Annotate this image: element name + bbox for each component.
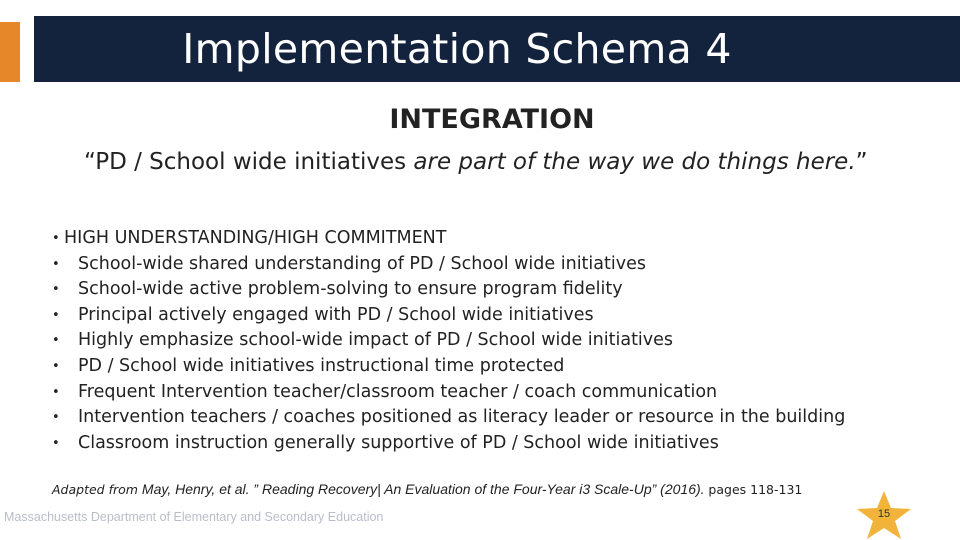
bullet-text: School-wide active problem-solving to ensure program fidelity: [78, 279, 623, 300]
bullet-icon: •: [52, 358, 60, 374]
slide-title: Implementation Schema 4: [182, 25, 732, 73]
citation-lead: Adapted from: [52, 482, 142, 497]
citation-reference: May, Henry, et al. ” Reading Recovery| An Evaluation of the Four-Year i3 Scale-Up” (2016).: [141, 481, 709, 497]
bullet-item: [52, 226, 845, 252]
bullet-icon: •: [52, 435, 60, 451]
bullet-icon: •: [52, 231, 60, 246]
quote-open: “PD / School wide initiatives: [84, 149, 414, 175]
citation-pages: pages 118-131: [708, 482, 803, 497]
quote-close: ”: [855, 149, 868, 175]
accent-bar: [0, 22, 20, 82]
bullet-icon: •: [52, 256, 60, 272]
bullet-list: [52, 226, 845, 456]
bullet-text: School-wide shared understanding of PD / School wide initiatives: [78, 253, 646, 274]
bullet-text: Frequent Intervention teacher/classroom teacher / coach communication: [78, 381, 718, 402]
bullet-item: [52, 354, 845, 380]
bullet-text: Intervention teachers / coaches positioned as literacy leader or resource in the building: [78, 407, 846, 428]
footer-organization: Massachusetts Department of Elementary and Secondary Education: [4, 510, 384, 524]
title-banner: [34, 16, 960, 82]
bullet-icon: •: [52, 282, 60, 298]
bullet-text: HIGH UNDERSTANDING/HIGH COMMITMENT: [64, 228, 447, 248]
bullet-item: [52, 303, 845, 329]
page-number: 15: [877, 508, 891, 520]
quote: [84, 149, 868, 175]
bullet-icon: •: [52, 307, 60, 323]
bullet-item: [52, 277, 845, 303]
page-number-badge: [855, 490, 913, 540]
slide-subtitle: INTEGRATION: [389, 104, 595, 135]
bullet-icon: •: [52, 410, 60, 426]
bullet-item: [52, 380, 845, 406]
bullet-icon: •: [52, 384, 60, 400]
bullet-icon: •: [52, 333, 60, 349]
bullet-item: [52, 252, 845, 278]
bullet-text: Highly emphasize school-wide impact of PD / School wide initiatives: [78, 330, 674, 351]
bullet-item: [52, 328, 845, 354]
bullet-text: PD / School wide initiatives instructional time protected: [78, 355, 565, 376]
bullet-item: [52, 405, 845, 431]
citation: [52, 481, 802, 498]
bullet-item: [52, 431, 845, 457]
quote-italic: are part of the way we do things here.: [413, 149, 856, 175]
bullet-text: Classroom instruction generally supportive of PD / School wide initiatives: [78, 432, 719, 453]
bullet-text: Principal actively engaged with PD / School wide initiatives: [78, 304, 594, 325]
